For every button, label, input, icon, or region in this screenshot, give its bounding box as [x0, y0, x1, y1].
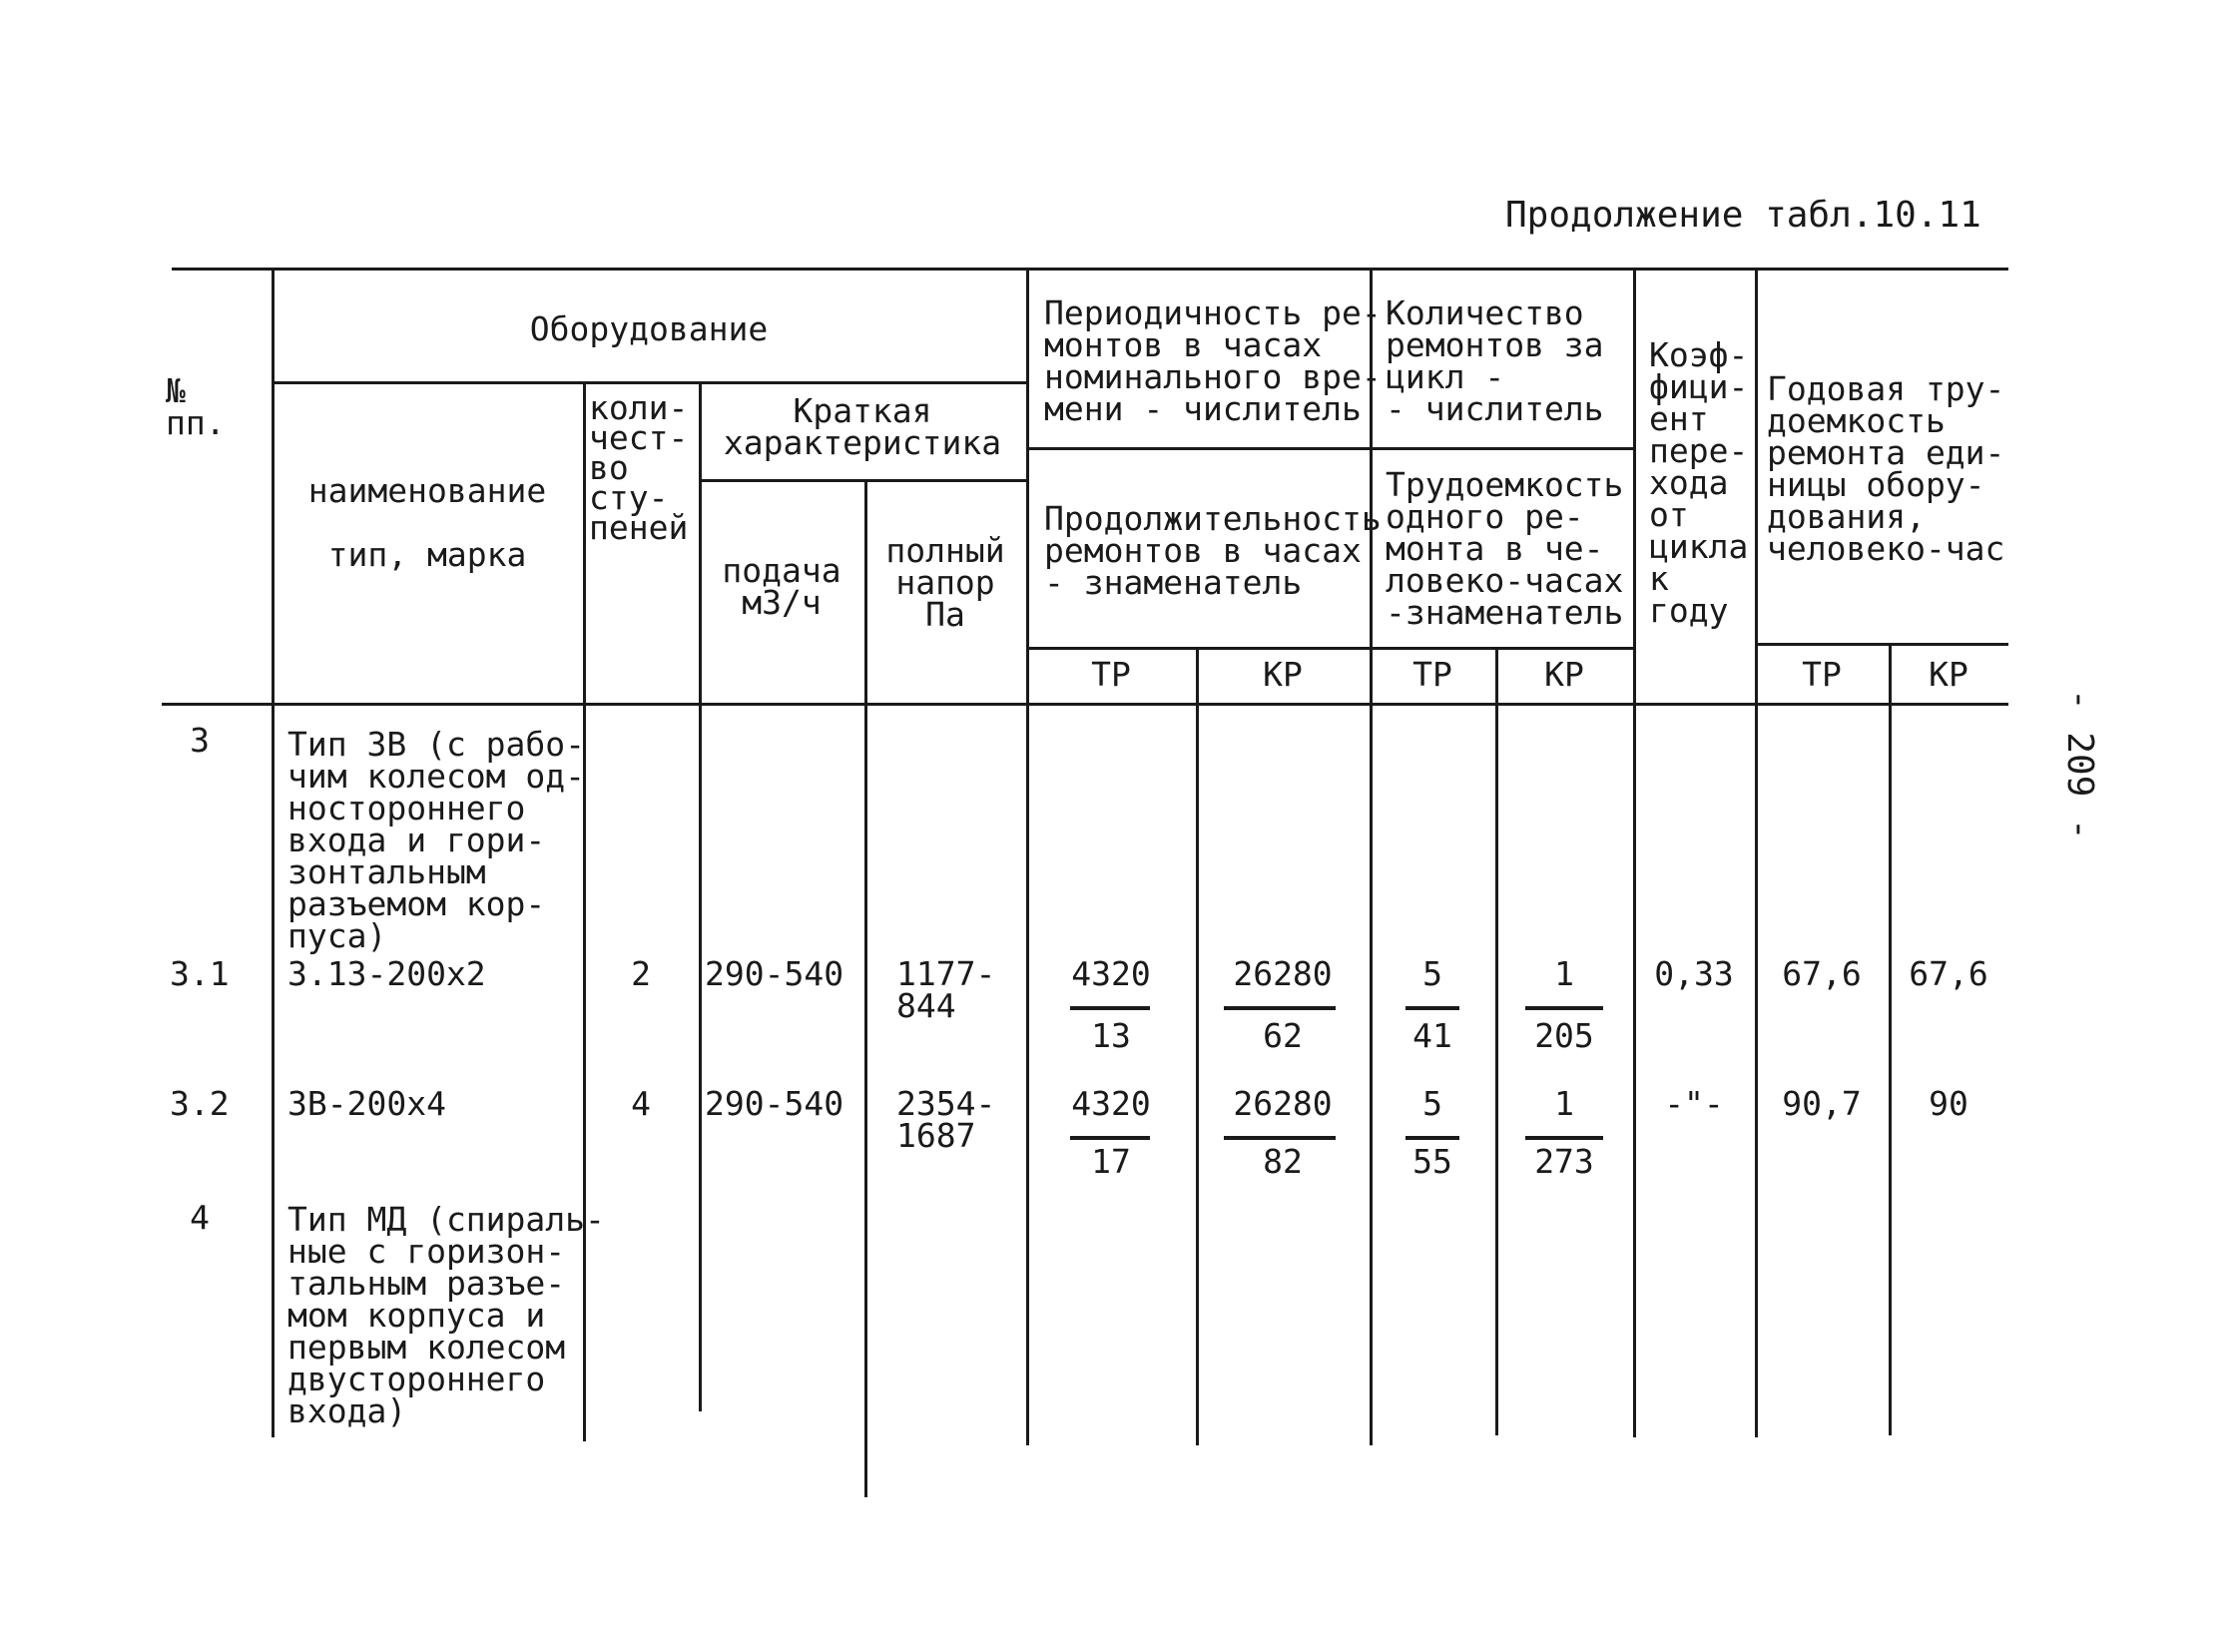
row-3-2-flow: 290-540	[705, 1084, 844, 1123]
rule-under-equipment	[272, 381, 1026, 384]
row-3-1-period-kr: 26280	[1233, 954, 1333, 993]
header-period-tr: ТР	[1091, 655, 1131, 694]
rule-header-bottom	[162, 703, 2008, 706]
vline-10	[1755, 268, 1758, 1437]
row-3-2-fraction-bar	[1224, 1136, 1336, 1140]
row-3-1-fraction-bar	[1405, 1006, 1459, 1010]
row-3-1-name: 3.13-200x2	[287, 954, 486, 993]
row-3-2-fraction-bar	[1405, 1136, 1459, 1140]
row-3-1-annual-tr: 67,6	[1782, 954, 1862, 993]
header-name: наименование тип, марка	[307, 471, 547, 574]
header-stages: коли- чест- во сту- пеней	[589, 388, 689, 547]
header-annual: Годовая тру- доемкость ремонта еди- ницы обору- дования, человеко-час	[1767, 369, 2005, 568]
row-3-1-num: 3.1	[170, 954, 230, 993]
row-3-2-duration-tr: 17	[1091, 1142, 1131, 1181]
vline-7	[1370, 268, 1373, 1445]
row-3-2-period-kr: 26280	[1233, 1084, 1333, 1123]
row-3-2-period-tr: 4320	[1071, 1084, 1151, 1123]
row-3-1-annual-kr: 67,6	[1909, 954, 1988, 993]
header-head: полный напор Па	[885, 531, 1005, 634]
header-count-tr: ТР	[1412, 655, 1452, 694]
vline-1	[272, 268, 275, 1437]
row-3-2-duration-kr: 82	[1263, 1142, 1303, 1181]
vline-9	[1633, 268, 1636, 1437]
vline-4	[864, 479, 867, 1497]
row-3-1-fraction-bar	[1224, 1006, 1336, 1010]
header-period: Периодичность ре- монтов в часах номинального вре- мени - числитель	[1044, 293, 1382, 428]
row-3-2-annual-kr: 90	[1929, 1084, 1968, 1123]
table-caption: Продолжение табл.10.11	[1505, 195, 1981, 236]
row-3-1-labor-kr: 205	[1534, 1016, 1594, 1055]
row-3-1-duration-tr: 13	[1091, 1016, 1131, 1055]
row-3-1-count-kr: 1	[1554, 954, 1574, 993]
row-3-1-fraction-bar	[1525, 1006, 1603, 1010]
row-3-num: 3	[190, 721, 210, 760]
rule-under-brief	[699, 479, 1026, 482]
row-4-name: Тип МД (спираль- ные с горизон- тальным разъе- мом корпуса и первым колесом двустороннего входа)	[287, 1200, 605, 1430]
page-number: - 209 -	[2059, 689, 2100, 840]
row-3-2-labor-tr: 55	[1412, 1142, 1452, 1181]
row-3-1-period-tr: 4320	[1071, 954, 1151, 993]
row-3-2-num: 3.2	[170, 1084, 230, 1123]
header-duration: Продолжительность ремонтов в часах - знаменатель	[1044, 499, 1382, 602]
header-annual-tr: ТР	[1802, 655, 1842, 694]
row-3-1-coef: 0,33	[1654, 954, 1734, 993]
vline-11	[1889, 643, 1892, 1435]
row-3-1-head: 1177- 844	[896, 954, 996, 1025]
row-3-2-count-tr: 5	[1422, 1084, 1442, 1123]
row-3-1-fraction-bar	[1070, 1006, 1150, 1010]
row-3-name: Тип 3В (с рабо- чим колесом од- ностороннего входа и гори- зонтальным разъемом кор- пуса)	[287, 725, 586, 955]
row-3-1-count-tr: 5	[1422, 954, 1442, 993]
row-4-num: 4	[190, 1198, 210, 1237]
header-num: № пп.	[166, 371, 226, 442]
header-coef: Коэф- фици- ент пере- хода от цикла к году	[1649, 335, 1749, 630]
row-3-2-stages: 4	[631, 1084, 651, 1123]
rule-above-tr-kr-right	[1755, 643, 2008, 646]
vline-3	[699, 381, 702, 1411]
row-3-2-annual-tr: 90,7	[1782, 1084, 1862, 1123]
rule-above-tr-kr-left	[1026, 647, 1633, 650]
header-count-kr: КР	[1544, 655, 1584, 694]
rule-period-count-divider	[1026, 447, 1633, 450]
header-flow: подача м3/ч	[722, 551, 841, 622]
header-count: Количество ремонтов за цикл - - числитель	[1386, 293, 1604, 428]
row-3-2-count-kr: 1	[1554, 1084, 1574, 1123]
table-top-rule	[172, 268, 2008, 271]
row-3-1-flow: 290-540	[705, 954, 844, 993]
row-3-2-fraction-bar	[1070, 1136, 1150, 1140]
row-3-2-name: 3В-200x4	[287, 1084, 446, 1123]
header-annual-kr: КР	[1929, 655, 1968, 694]
header-brief: Краткая характеристика	[723, 391, 1002, 462]
row-3-1-labor-tr: 41	[1412, 1016, 1452, 1055]
row-3-2-head: 2354- 1687	[896, 1084, 996, 1155]
vline-5	[1026, 268, 1029, 1445]
row-3-2-fraction-bar	[1525, 1136, 1603, 1140]
header-labor: Трудоемкость одного ре- монта в че- ловеко-часах -знаменатель	[1386, 465, 1624, 632]
row-3-2-coef: -"-	[1664, 1084, 1724, 1123]
header-period-kr: КР	[1263, 655, 1303, 694]
row-3-1-duration-kr: 62	[1263, 1016, 1303, 1055]
row-3-2-labor-kr: 273	[1534, 1142, 1594, 1181]
header-equipment: Оборудование	[529, 309, 769, 348]
row-3-1-stages: 2	[631, 954, 651, 993]
